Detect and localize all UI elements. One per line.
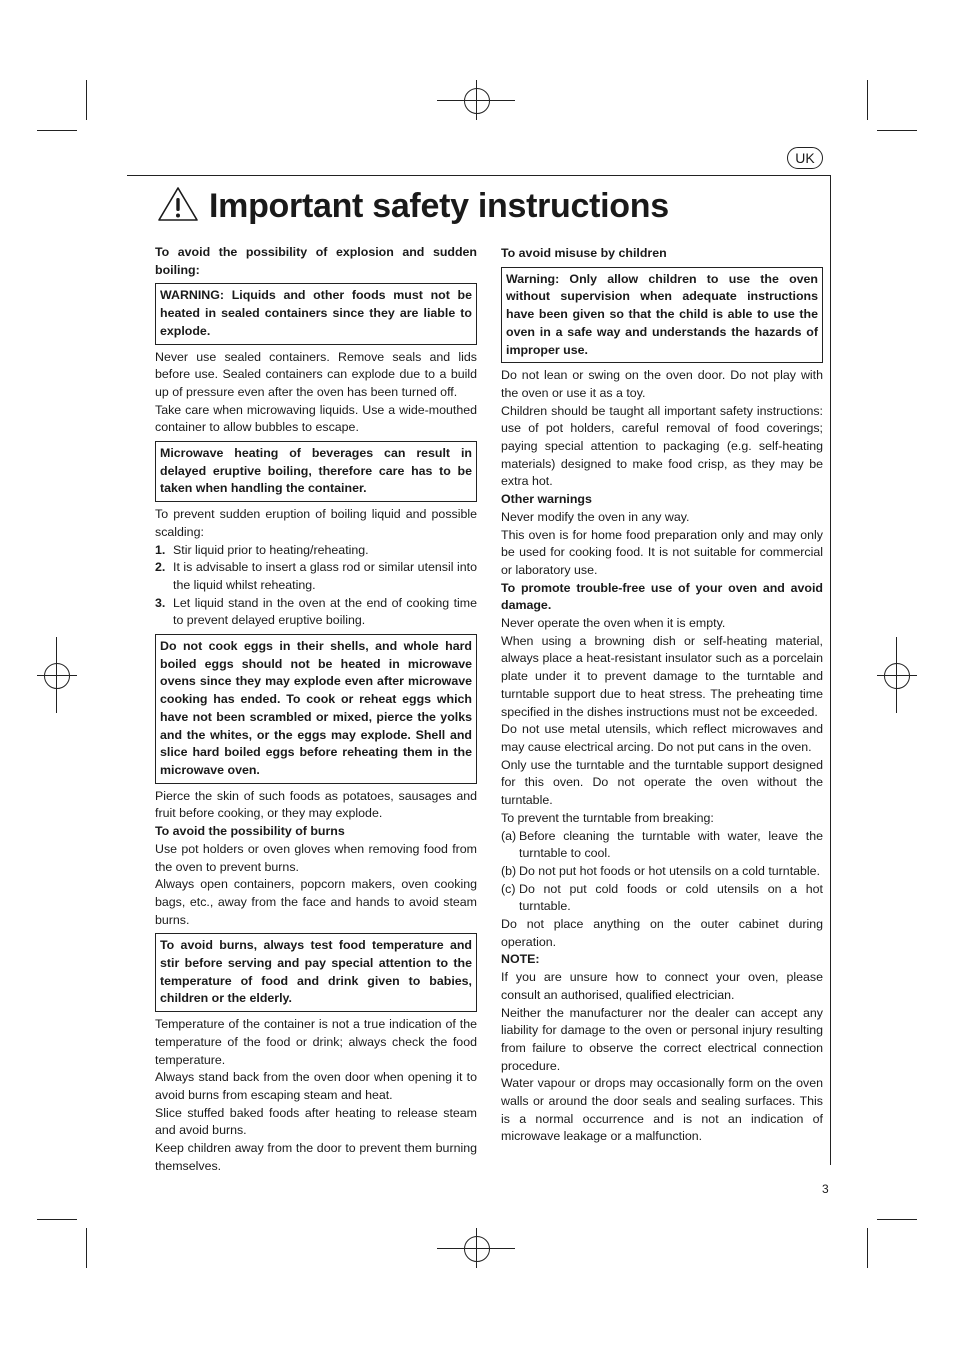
paragraph: Slice stuffed baked foods after heating to release steam and avoid burns. <box>155 1105 477 1138</box>
warning-box: Warning: Only allow children to use the oven without supervision when adequate instructions have been given so that the child is able to use the oven in a safe way and understands the hazards of improper use. <box>501 267 823 364</box>
paragraph: Use pot holders or oven gloves when removing food from the oven to prevent burns. <box>155 841 477 874</box>
paragraph: Take care when microwaving liquids. Use a wide-mouthed container to allow bubbles to escape. <box>155 402 477 435</box>
list-item: 3. Let liquid stand in the oven at the end of cooking time to prevent delayed eruptive boiling. <box>155 595 477 628</box>
section-heading: To avoid the possibility of burns <box>155 824 345 839</box>
paragraph: Keep children away from the door to prevent them burning themselves. <box>155 1141 477 1173</box>
paragraph: Never modify the oven in any way. <box>501 509 690 524</box>
paragraph: Do not lean or swing on the oven door. Do not play with the oven or use it as a toy. <box>501 368 823 400</box>
left-column <box>155 244 477 1175</box>
crop-mark <box>37 130 77 131</box>
paragraph: This oven is for home food preparation only and may only be used for cooking food. It is not suitable for commercial or laboratory use. <box>501 527 823 577</box>
title-text: Important safety instructions <box>209 186 669 225</box>
crop-mark <box>86 1228 87 1268</box>
paragraph: Do not use metal utensils, which reflect microwaves and may cause electrical arcing. Do not put cans in the oven. <box>501 722 823 754</box>
crop-mark <box>867 80 868 120</box>
section-heading: To avoid the possibility of explosion and sudden boiling: <box>155 245 477 277</box>
paragraph: Only use the turntable and the turntable support designed for this oven. Do not operate the oven without the turntable. <box>501 757 823 808</box>
paragraph: Do not place anything on the outer cabinet during operation. <box>501 917 823 949</box>
section-heading: Other warnings <box>501 492 592 507</box>
paragraph: If you are unsure how to connect your oven, please consult an authorised, qualified electrician. <box>501 970 823 1002</box>
paragraph: Temperature of the container is not a true indication of the temperature of the food or drink; always check the food temperature. <box>155 1017 477 1067</box>
paragraph: To prevent the turntable from breaking: <box>501 810 714 825</box>
warning-box: To avoid burns, always test food temperature and stir before serving and pay special attention to the temperature of food and drink given to babies, children or the elderly. <box>155 933 477 1012</box>
crop-mark <box>877 1219 917 1220</box>
frame-top-rule <box>127 175 831 176</box>
paragraph: Never use sealed containers. Remove seals and lids before use. Sealed containers can explode due to a build up of pressure even after the oven has been turned off. <box>155 349 477 399</box>
crop-mark <box>86 80 87 120</box>
language-badge: UK <box>787 147 823 169</box>
warning-triangle-icon <box>157 186 199 227</box>
paragraph: Water vapour or drops may occasionally form on the oven walls or around the door seals and sealing surfaces. This is a normal occurrence and is not an indication of microwave leakage or a malfunction. <box>501 1076 823 1144</box>
warning-box: WARNING: Liquids and other foods must not be heated in sealed containers since they are liable to explode. <box>155 283 477 344</box>
crop-mark <box>877 130 917 131</box>
list-item: (c) Do not put cold foods or cold utensils on a hot turntable. <box>501 881 823 914</box>
page-title <box>157 184 669 228</box>
page-number: 3 <box>822 1182 829 1196</box>
right-column <box>501 245 823 1146</box>
warning-box: Microwave heating of beverages can result in delayed eruptive boiling, therefore care has to be taken when handling the container. <box>155 441 477 502</box>
paragraph: Never operate the oven when it is empty. <box>501 616 726 631</box>
warning-box: Do not cook eggs in their shells, and whole hard boiled eggs should not be heated in microwave ovens since they may explode even after microwave cooking has ended. To cook or reheat eggs which have not been scrambled or mixed, pierce the yolks and the whites, or the eggs may explode. Shell and slice hard boiled eggs before reheating them in the microwave oven. <box>155 634 477 784</box>
crop-mark <box>37 1219 77 1220</box>
list-item: 2. It is advisable to insert a glass rod or similar utensil into the liquid whilst reheating. <box>155 560 477 592</box>
paragraph: When using a browning dish or self-heating material, always place a heat-resistant insulator such as a porcelain plate under it to prevent damage to the turntable and turntable support due to heat stress. The preheating time specified in the dishes instructions must not be exceeded. <box>501 633 823 719</box>
list-item: 1. Stir liquid prior to heating/reheating. <box>155 542 369 557</box>
list-item: (a) Before cleaning the turntable with water, leave the turntable to cool. <box>501 828 823 861</box>
paragraph: Always open containers, popcorn makers, oven cooking bags, etc., away from the face and hands to avoid steam burns. <box>155 877 477 927</box>
paragraph: Neither the manufacturer nor the dealer can accept any liability for damage to the oven or personal injury resulting from failure to observe the correct electrical connection procedure. <box>501 1005 823 1073</box>
paragraph: Always stand back from the oven door when opening it to avoid burns from escaping steam and heat. <box>155 1070 477 1102</box>
section-heading: To avoid misuse by children <box>501 246 667 260</box>
crop-mark <box>867 1228 868 1268</box>
frame-right-rule <box>830 175 831 1165</box>
paragraph: To prevent sudden eruption of boiling liquid and possible scalding: <box>155 507 477 539</box>
paragraph: Children should be taught all important safety instructions: use of pot holders, careful removal of food coverings; paying special attention to packaging (e.g. self-heating materials) designed to make food crisp, as they may be extra hot. <box>501 403 823 489</box>
paragraph: Pierce the skin of such foods as potatoes, sausages and fruit before cooking, or they may explode. <box>155 788 477 821</box>
section-heading: NOTE: <box>501 952 540 967</box>
section-heading: To promote trouble-free use of your oven and avoid damage. <box>501 580 823 613</box>
list-item: (b) Do not put hot foods or hot utensils on a cold turntable. <box>501 863 821 878</box>
